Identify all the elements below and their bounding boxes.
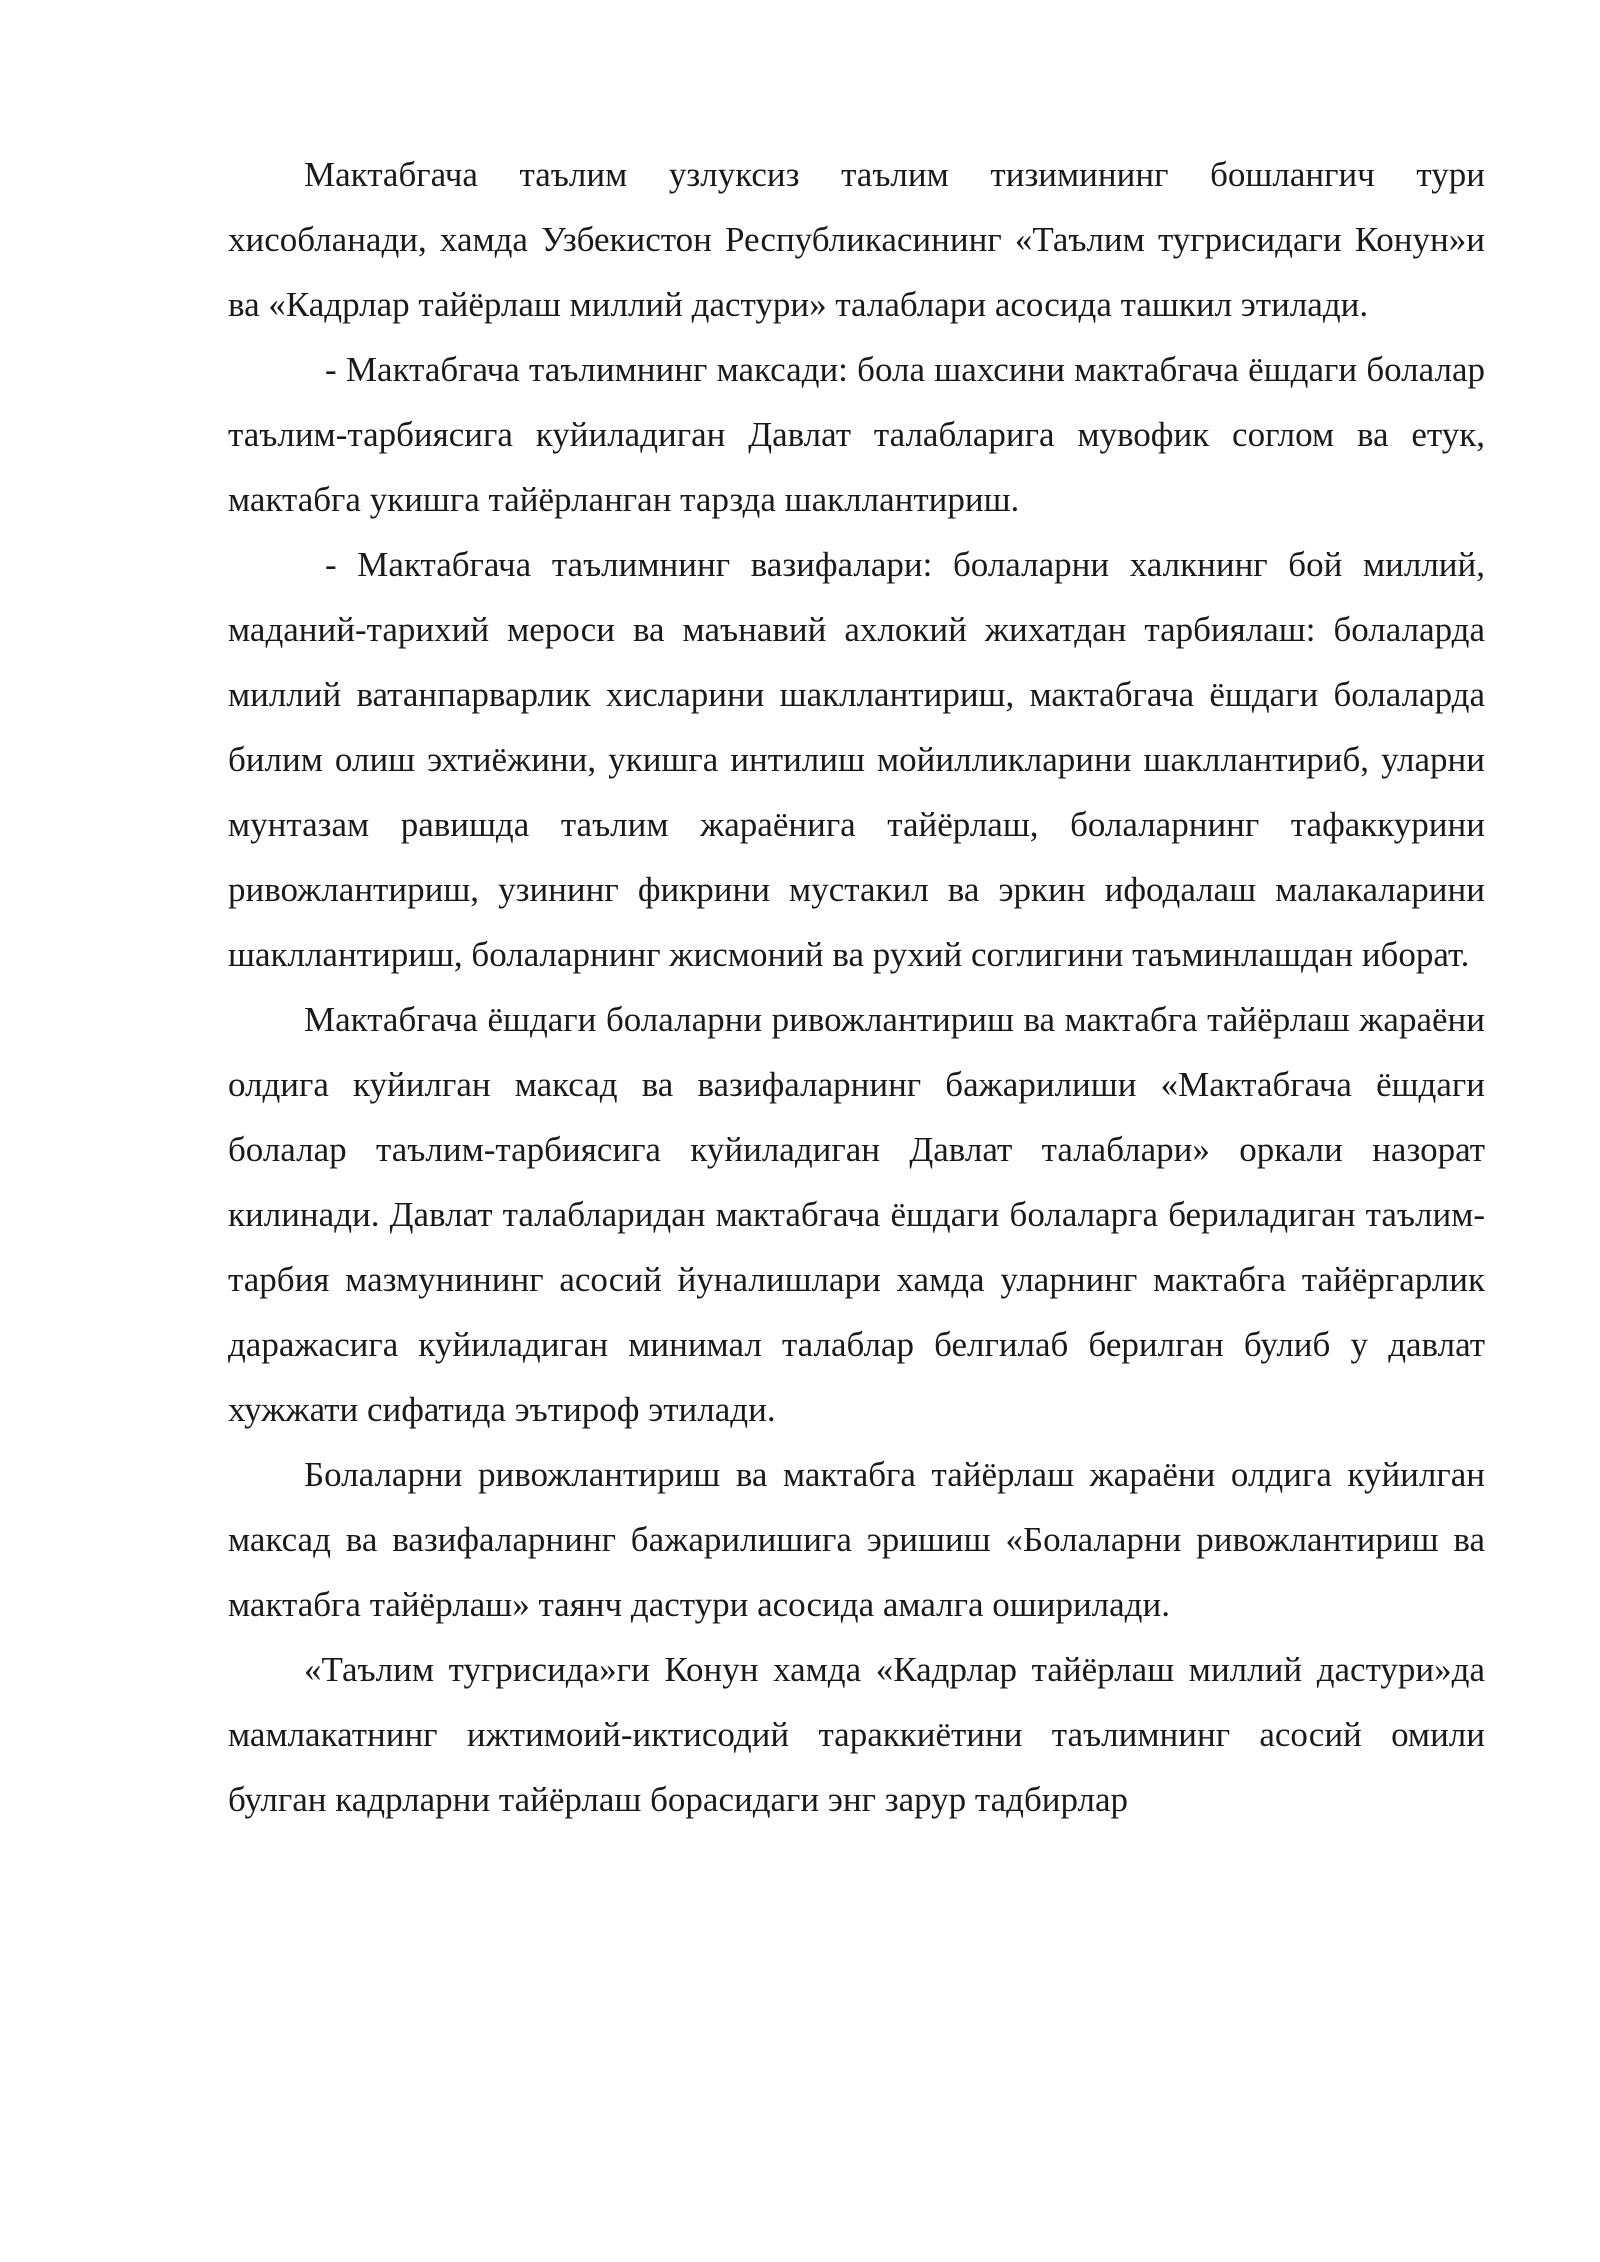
paragraph-education-law: «Таълим тугрисида»ги Конун хамда «Кадрлар тайёрлаш миллий дастури»да мамлакатнинг ижтимоий-иктисодий тараккиётини таълимнинг асосий омили булган кадрларни тайёрлаш борасидаги энг зарур тадбирлар bbox=[228, 1650, 1485, 1819]
paragraph-base-program: Болаларни ривожлантириш ва мактабга тайёрлаш жараёни олдига куйилган максад ва вазифаларнинг бажарилишига эришиш «Болаларни ривожлантириш ва мактабга тайёрлаш» таянч дастури асосида амалга оширилади. bbox=[228, 1455, 1485, 1624]
paragraph-preschool-definition: Мактабгача таълим узлуксиз таълим тизимининг бошлангич тури хисобланади, хамда Узбекистон Республикасининг «Таълим тугрисидаги Конун»и ва «Кадрлар тайёрлаш миллий дастури» талаблари асосида ташкил этилади. bbox=[228, 155, 1485, 324]
document-body bbox=[228, 142, 1485, 1832]
paragraph-preschool-goal: - Мактабгача таълимнинг максади: бола шахсини мактабгача ёшдаги болалар таълим-тарбиясига куйиладиган Давлат талабларига мувофик соглом ва етук, мактабга укишга тайёрланган тарзда шакллантириш. bbox=[228, 350, 1485, 519]
paragraph-state-requirements: Мактабгача ёшдаги болаларни ривожлантириш ва мактабга тайёрлаш жараёни олдига куйилган максад ва вазифаларнинг бажарилиши «Мактабгача ёшдаги болалар таълим-тарбиясига куйиладиган Давлат талаблари» оркали назорат килинади. Давлат талабларидан мактабгача ёшдаги болаларга бериладиган таълим-тарбия мазмунининг асосий йуналишлари хамда уларнинг мактабга тайёргарлик даражасига куйиладиган минимал талаблар белгилаб берилган булиб у давлат хужжати сифатида эътироф этилади. bbox=[228, 1000, 1485, 1429]
paragraph-preschool-tasks: - Мактабгача таълимнинг вазифалари: болаларни халкнинг бой миллий, маданий-тарихий мероси ва маънавий ахлокий жихатдан тарбиялаш: болаларда миллий ватанпарварлик хисларини шакллантириш, мактабгача ёшдаги болаларда билим олиш эхтиёжини, укишга интилиш мойилликларини шакллантириб, уларни мунтазам равишда таълим жараёнига тайёрлаш, болаларнинг тафаккурини ривожлантириш, узининг фикрини мустакил ва эркин ифодалаш малакаларини шакллантириш, болаларнинг жисмоний ва рухий соглигини таъминлашдан иборат. bbox=[228, 545, 1485, 974]
